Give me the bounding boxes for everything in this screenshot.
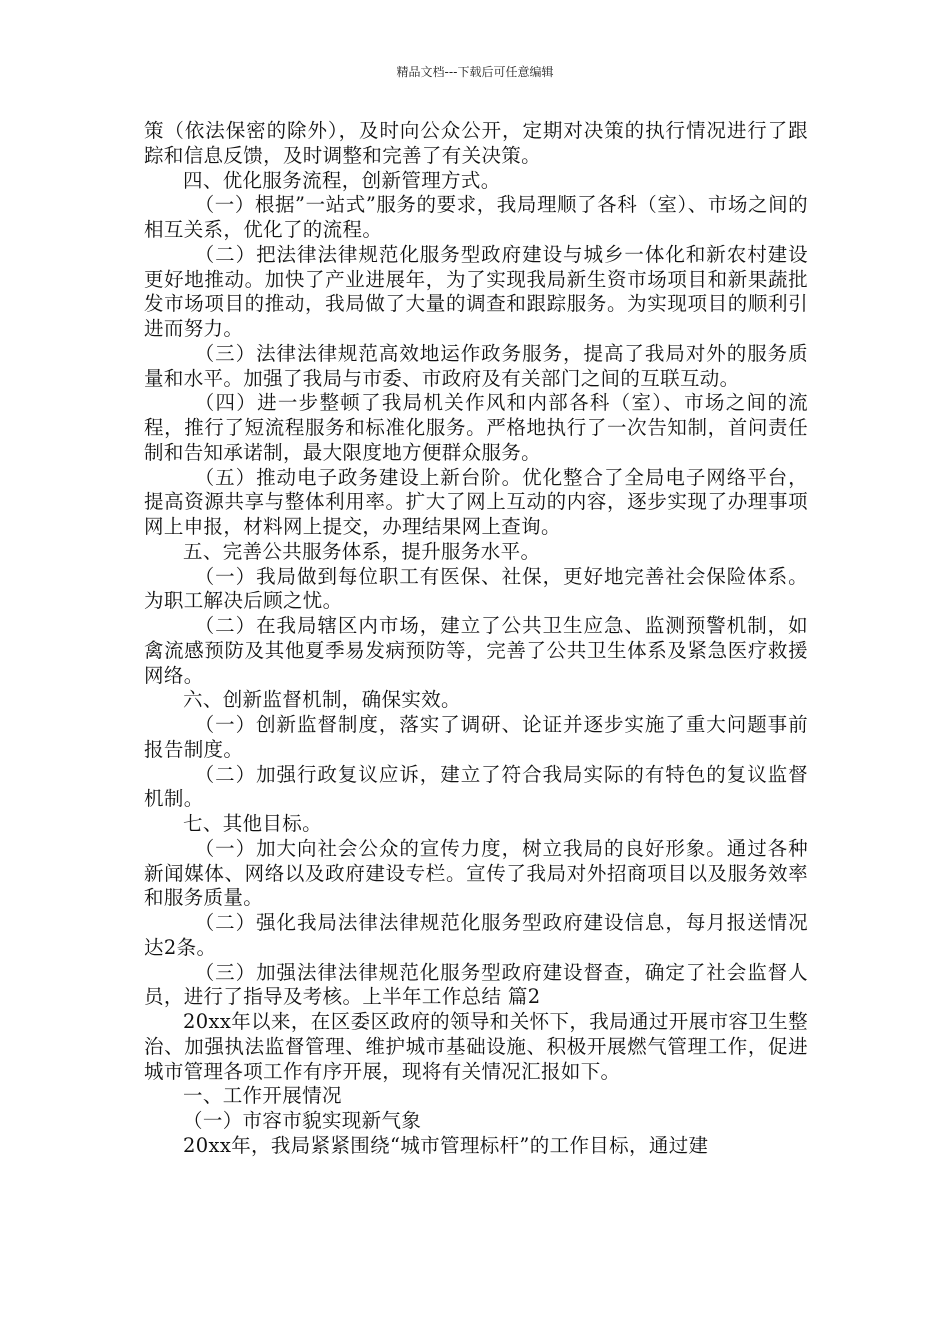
paragraph: （三）加强法律法律规范化服务型政府建设督查，确定了社会监督人员，进行了指导及考核。上半年工作总结 篇2 (144, 960, 808, 1009)
document-body (144, 119, 808, 1159)
subsection-heading: （一）市容市貌实现新气象 (183, 1109, 422, 1132)
paragraph: （一）我局做到每位职工有医保、社保，更好地完善社会保险体系。为职工解决后顾之忧。 (144, 564, 808, 613)
paragraph: 20xx年，我局紧紧围绕“城市管理标杆”的工作目标，通过建 (183, 1133, 709, 1157)
paragraph: （二）把法律法律规范化服务型政府建设与城乡一体化和新农村建设更好地推动。加快了产业进展年，为了实现我局新生资市场项目和新果蔬批发市场项目的推动，我局做了大量的调查和跟踪服务。为实现项目的顺利引进而努力。 (144, 242, 808, 340)
paragraph: （四）进一步整顿了我局机关作风和内部各科（室）、市场之间的流程，推行了短流程服务和标准化服务。严格地执行了一次告知制，首问责任制和告知承诺制，最大限度地方便群众服务。 (144, 391, 808, 464)
paragraph: （二）加强行政复议应诉，建立了符合我局实际的有特色的复议监督机制。 (144, 762, 808, 811)
paragraph: （三）法律法律规范高效地运作政务服务，提高了我局对外的服务质量和水平。加强了我局与市委、市政府及有关部门之间的互联互动。 (144, 341, 808, 390)
section-heading: 五、完善公共服务体系，提升服务水平。 (183, 539, 541, 563)
paragraph: （一）加大向社会公众的宣传力度，树立我局的良好形象。通过各种新闻媒体、网络以及政府建设专栏。宣传了我局对外招商项目以及服务效率和服务质量。 (144, 836, 808, 910)
paragraph: （二）在我局辖区内市场，建立了公共卫生应急、监测预警机制，如禽流感预防及其他夏季易发病预防等，完善了公共卫生体系及紧急医疗救援网络。 (144, 614, 808, 687)
paragraph: （一）创新监督制度，落实了调研、论证并逐步实施了重大问题事前报告制度。 (144, 713, 808, 761)
section-heading: 七、其他目标。 (183, 812, 322, 835)
section-heading: 一、工作开展情况 (183, 1084, 342, 1108)
paragraph: （二）强化我局法律法律规范化服务型政府建设信息，每月报送情况达2条。 (144, 911, 808, 959)
paragraph: 20xx年以来，在区委区政府的领导和关怀下，我局通过开展市容卫生整治、加强执法监督管理、维护城市基础设施、积极开展燃气管理工作，促进城市管理各项工作有序开展，现将有关情况汇报如下。 (144, 1010, 808, 1083)
paragraph: （一）根据”一站式”服务的要求，我局理顺了各科（室）、市场之间的相互关系，优化了的流程。 (144, 193, 808, 241)
section-heading: 四、优化服务流程，创新管理方式。 (183, 168, 501, 192)
paragraph: （五）推动电子政务建设上新台阶。优化整合了全局电子网络平台，提高资源共享与整体利用率。扩大了网上互动的内容，逐步实现了办理事项网上申报，材料网上提交，办理结果网上查询。 (144, 465, 808, 538)
page-header: 精品文档---下载后可任意编辑 (396, 65, 554, 79)
section-heading: 六、创新监督机制，确保实效。 (183, 688, 461, 712)
paragraph: 策（依法保密的除外），及时向公众公开，定期对决策的执行情况进行了跟踪和信息反馈，及时调整和完善了有关决策。 (144, 119, 808, 167)
